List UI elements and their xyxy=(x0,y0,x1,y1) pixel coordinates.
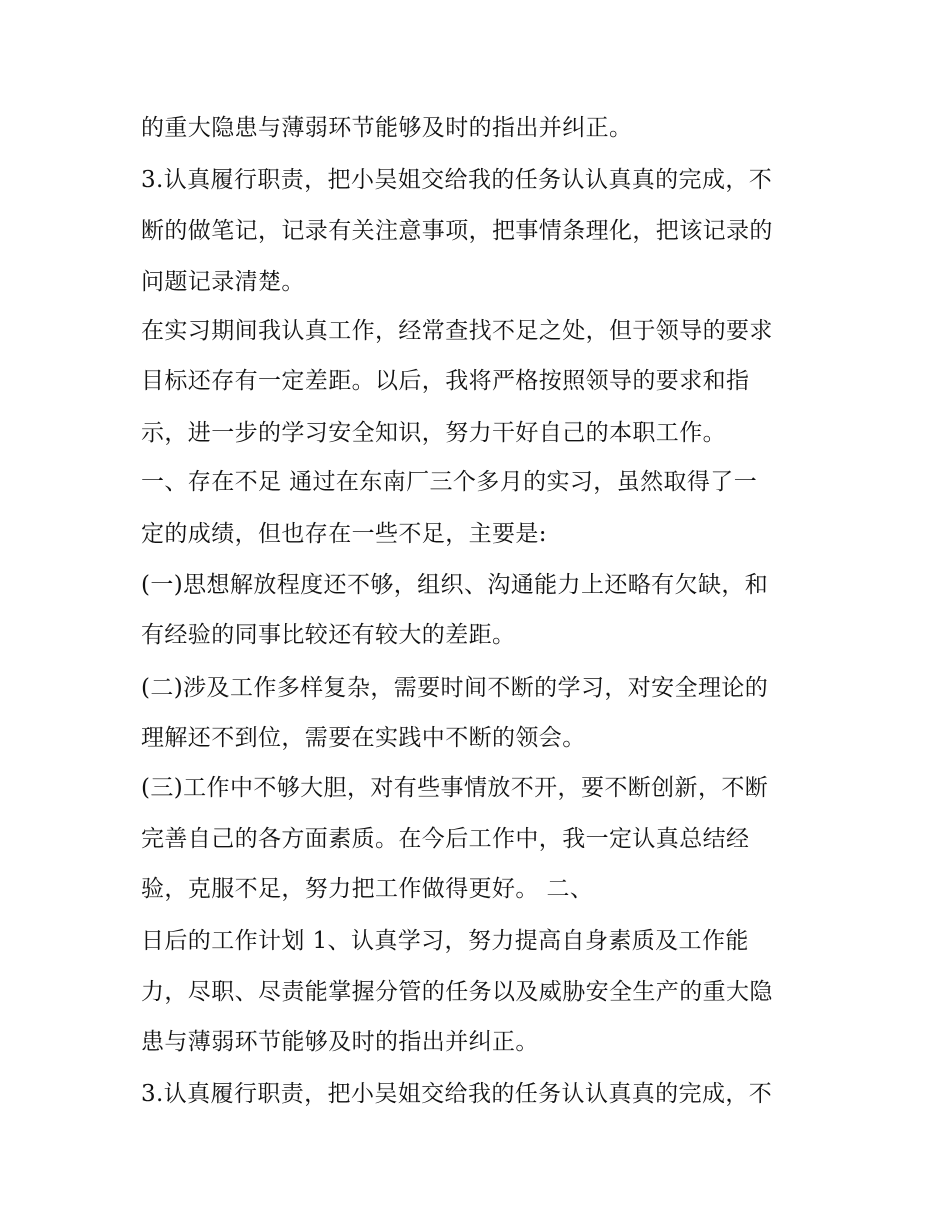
text-line: 力，尽职、尽责能掌握分管的任务以及威胁安全生产的重大隐 xyxy=(141,979,773,1005)
text-line: 目标还存有一定差距。以后，我将严格按照领导的要求和指 xyxy=(141,368,750,394)
text-line: (二)涉及工作多样复杂，需要时间不断的学习，对安全理论的 xyxy=(141,675,769,701)
text-line: 示，进一步的学习安全知识，努力干好自己的本职工作。 xyxy=(141,420,726,446)
text-line: 定的成绩，但也存在一些不足，主要是: xyxy=(141,521,547,547)
text-line: 3.认真履行职责，把小吴姐交给我的任务认认真真的完成，不 xyxy=(141,1081,773,1107)
text-line: 的重大隐患与薄弱环节能够及时的指出并纠正。 xyxy=(141,115,633,141)
text-line: 完善自己的各方面素质。在今后工作中，我一定认真总结经 xyxy=(141,826,750,852)
text-line: (一)思想解放程度还不够，组织、沟通能力上还略有欠缺，和 xyxy=(141,572,769,598)
text-line: 日后的工作计划 1、认真学习，努力提高自身素质及工作能 xyxy=(141,928,749,954)
text-line: 问题记录清楚。 xyxy=(141,269,305,295)
text-line: 断的做笔记，记录有关注意事项，把事情条理化，把该记录的 xyxy=(141,218,773,244)
text-line: 一、存在不足 通过在东南厂三个多月的实习，虽然取得了一 xyxy=(141,469,758,495)
text-line: 理解还不到位，需要在实践中不断的领会。 xyxy=(141,725,586,751)
text-line: 在实习期间我认真工作，经常查找不足之处，但于领导的要求 xyxy=(141,318,773,344)
text-line: (三)工作中不够大胆，对有些事情放不开，要不断创新，不断 xyxy=(141,775,769,801)
text-line: 有经验的同事比较还有较大的差距。 xyxy=(141,622,516,648)
text-line: 患与薄弱环节能够及时的指出并纠正。 xyxy=(141,1029,539,1055)
text-line: 3.认真履行职责，把小吴姐交给我的任务认认真真的完成，不 xyxy=(141,167,773,193)
text-line: 验，克服不足，努力把工作做得更好。 二、 xyxy=(141,876,594,902)
